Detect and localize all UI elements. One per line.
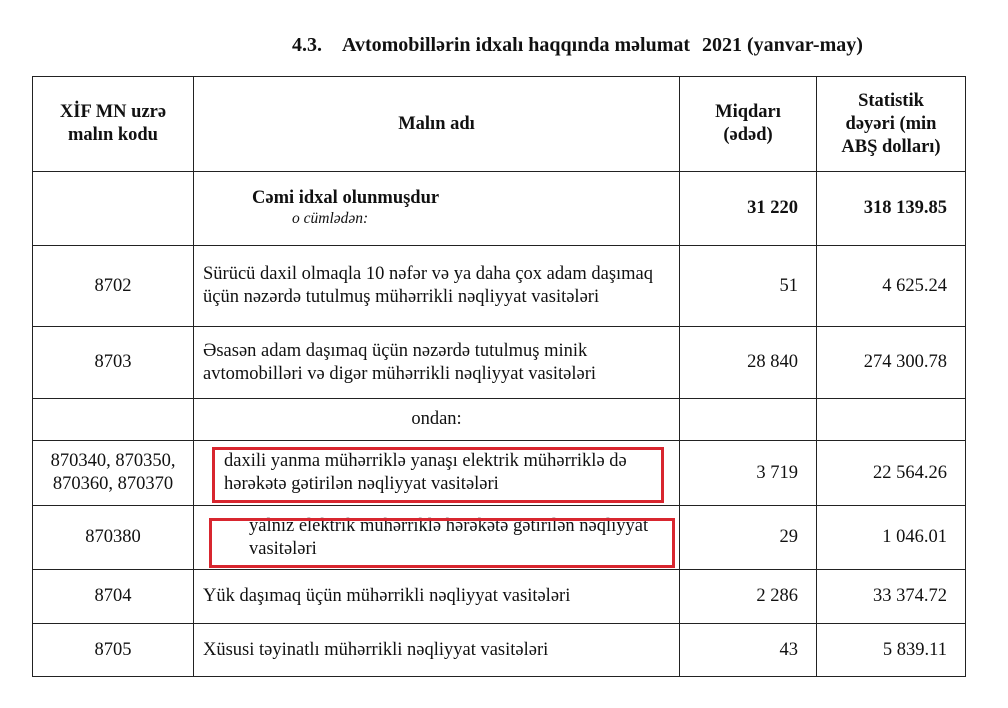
col-header-quantity: Miqdarı (ədəd) <box>680 77 817 172</box>
table-row <box>33 570 966 624</box>
row-code: 870340, 870350, 870360, 870370 <box>33 441 194 506</box>
table-row <box>33 246 966 327</box>
row-quantity: 2 286 <box>680 570 817 624</box>
table-row <box>33 327 966 399</box>
row-code: 870380 <box>33 506 194 570</box>
row-value: 5 839.11 <box>817 624 966 677</box>
ondan-value-cell <box>817 399 966 441</box>
ondan-label: ondan: <box>194 399 680 441</box>
total-row <box>33 172 966 246</box>
row-name-cell <box>194 506 680 570</box>
row-code: 8703 <box>33 327 194 399</box>
total-value: 318 139.85 <box>817 172 966 246</box>
ondan-code-cell <box>33 399 194 441</box>
section-number: 4.3. <box>292 34 322 56</box>
import-table <box>32 76 966 677</box>
row-value: 274 300.78 <box>817 327 966 399</box>
row-quantity: 51 <box>680 246 817 327</box>
ondan-row <box>33 399 966 441</box>
row-quantity: 3 719 <box>680 441 817 506</box>
row-name: Yük daşımaq üçün mühərrikli nəqliyyat vasitələri <box>194 570 680 624</box>
row-name: Xüsusi təyinatlı mühərrikli nəqliyyat vasitələri <box>194 624 680 677</box>
ondan-quantity-cell <box>680 399 817 441</box>
row-value: 22 564.26 <box>817 441 966 506</box>
col-header-name: Malın adı <box>194 77 680 172</box>
import-table-wrapper <box>32 76 966 677</box>
row-quantity: 28 840 <box>680 327 817 399</box>
total-label: Cəmi idxal olunmuşdur <box>252 188 440 208</box>
title-text: Avtomobillərin idxalı haqqında məlumat <box>342 34 691 56</box>
period-text: 2021 (yanvar-may) <box>702 34 863 56</box>
total-label-cell <box>194 172 680 246</box>
col-header-value: Statistik dəyəri (min ABŞ dolları) <box>817 77 966 172</box>
row-value: 4 625.24 <box>817 246 966 327</box>
document-title <box>292 34 863 57</box>
row-code: 8704 <box>33 570 194 624</box>
table-row <box>33 441 966 506</box>
row-name: Sürücü daxil olmaqla 10 nəfər və ya daha çox adam daşımaq üçün nəzərdə tutulmuş mühərrikli nəqliyyat vasitələri <box>194 246 680 327</box>
row-name: Əsasən adam daşımaq üçün nəzərdə tutulmuş minik avtomobilləri və digər mühərrikli nəqliyyat vasitələri <box>194 327 680 399</box>
row-value: 33 374.72 <box>817 570 966 624</box>
total-code-cell <box>33 172 194 246</box>
row-name-cell <box>194 441 680 506</box>
row-code: 8705 <box>33 624 194 677</box>
table-row <box>33 506 966 570</box>
row-name: yalnız elektrik mühərriklə hərəkətə gətirilən nəqliyyat vasitələri <box>249 516 649 559</box>
row-quantity: 29 <box>680 506 817 570</box>
row-code: 8702 <box>33 246 194 327</box>
row-value: 1 046.01 <box>817 506 966 570</box>
row-quantity: 43 <box>680 624 817 677</box>
total-quantity: 31 220 <box>680 172 817 246</box>
table-row <box>33 624 966 677</box>
col-header-code: XİF MN uzrə malın kodu <box>33 77 194 172</box>
header-row <box>33 77 966 172</box>
total-sublabel: o cümlədən: <box>292 210 369 227</box>
row-name: daxili yanma mühərriklə yanaşı elektrik mühərriklə də hərəkətə gətirilən nəqliyyat vasitələri <box>224 451 627 494</box>
